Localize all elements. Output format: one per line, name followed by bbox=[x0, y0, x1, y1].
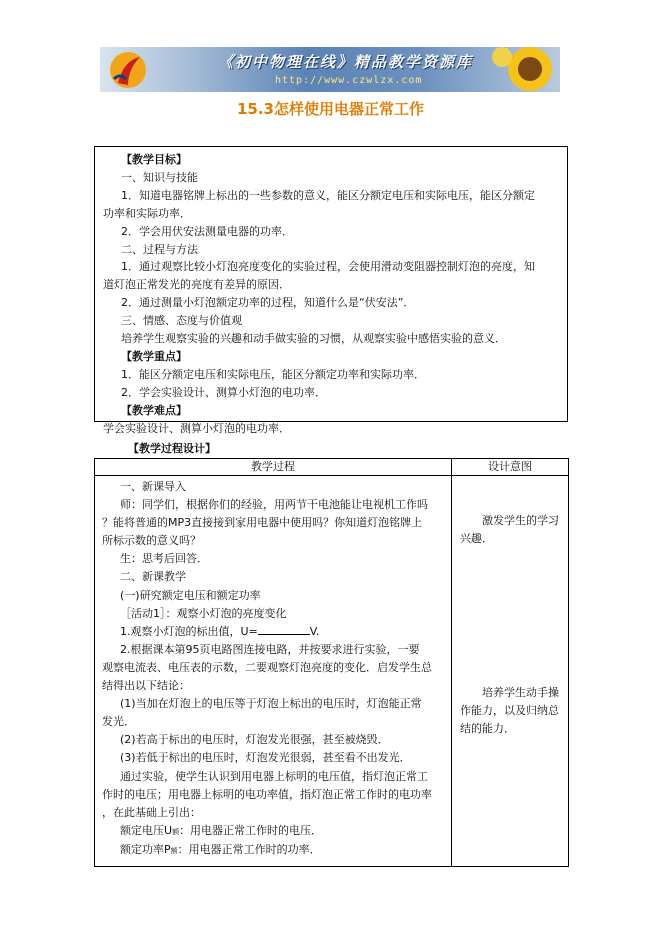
objectives-box bbox=[94, 146, 568, 435]
objective-line: 2．学会用伏安法测量电器的功率． bbox=[121, 224, 293, 238]
process-line: 生：思考后回答． bbox=[120, 552, 208, 566]
objective-line: 三、情感、态度与价值观 bbox=[121, 314, 242, 328]
process-line: ［活动1］：观察小灯泡的亮度变化 bbox=[120, 606, 287, 620]
process-line: 结得出以下结论： bbox=[102, 679, 190, 693]
process-line: 一、新课导入 bbox=[120, 480, 186, 493]
objective-line: 学会实验设计、测算小灯泡的电功率． bbox=[103, 421, 290, 435]
process-line: 作时的电压；用电器上标明的电功率值，指灯泡正常工作时的电功率 bbox=[102, 787, 432, 801]
objective-line: 二、过程与方法 bbox=[121, 242, 198, 256]
process-line: (2)若高于标出的电压时，灯泡发光很强，甚至被烧毁． bbox=[120, 733, 389, 747]
column-header-intent: 设计意图 bbox=[452, 459, 569, 476]
intent-cell bbox=[452, 476, 569, 867]
objective-line: 1．知道电器铭牌上标出的一些参数的意义，能区分额定电压和实际电压，能区分额定 bbox=[121, 188, 535, 202]
objective-line: 1．通过观察比较小灯泡亮度变化的实验过程，会使用滑动变阻器控制灯泡的亮度，知 bbox=[121, 260, 535, 274]
rated-power-def: ：用电器正常工作时的功率． bbox=[177, 842, 321, 856]
process-line bbox=[102, 841, 445, 860]
process-table bbox=[94, 458, 569, 867]
process-line bbox=[102, 623, 445, 641]
rated-voltage-def: ：用电器正常工作时的电压． bbox=[179, 823, 323, 837]
rated-power-label: 额定功率P bbox=[120, 842, 171, 856]
objective-line: 道灯泡正常发光的亮度有差异的原因． bbox=[103, 278, 290, 292]
banner-url: http://www.czwlzx.com bbox=[275, 75, 423, 86]
page-title: 15.3怎样使用电器正常工作 bbox=[236, 100, 424, 118]
process-line: (3)若低于标出的电压时，灯泡发光很弱，甚至看不出发光． bbox=[120, 751, 411, 765]
process-line: 通过实验，使学生认识到用电器上标明的电压值，指灯泡正常工 bbox=[120, 769, 428, 783]
column-header-process: 教学过程 bbox=[95, 459, 452, 476]
process-line: (1)当加在灯泡上的电压等于灯泡上标出的电压时，灯泡能正常 bbox=[120, 697, 422, 711]
objectives-heading: 【教学目标】 bbox=[121, 153, 187, 166]
intent-text: 培养学生动手操作能力，以及归纳总结的能力． bbox=[460, 686, 559, 735]
process-line: 2.根据课本第95页电路图连接电路，并按要求进行实验，一要 bbox=[120, 642, 420, 656]
site-logo-icon bbox=[104, 49, 152, 91]
observe-label: 1.观察小灯泡的标出值，U= bbox=[120, 624, 258, 638]
objective-line: 功率和实际功率． bbox=[103, 206, 191, 220]
process-line: 所标示数的意义吗？ bbox=[102, 534, 201, 548]
header-banner bbox=[100, 47, 560, 92]
subscript-label: 额 bbox=[170, 846, 178, 855]
process-line: ，在此基础上引出： bbox=[102, 805, 201, 819]
key-points-heading: 【教学重点】 bbox=[121, 349, 187, 363]
difficulty-heading: 【教学难点】 bbox=[121, 403, 187, 417]
process-heading: 【教学过程设计】 bbox=[128, 442, 216, 455]
objective-line: 1．能区分额定电压和实际电压，能区分额定功率和实际功率． bbox=[121, 367, 425, 381]
process-line bbox=[102, 822, 445, 841]
blank-line bbox=[258, 624, 310, 635]
process-line: (一)研究额定电压和额定功率 bbox=[120, 588, 261, 602]
objective-line: 一、知识与技能 bbox=[121, 170, 198, 184]
process-cell bbox=[95, 476, 452, 867]
process-line: 师：同学们，根据你们的经验，用两节干电池能让电视机工作吗 bbox=[120, 498, 428, 512]
subscript-label: 额 bbox=[172, 827, 180, 836]
objective-line: 2．学会实验设计、测算小灯泡的电功率． bbox=[121, 385, 326, 399]
objective-line: 2．通过测量小灯泡额定功率的过程，知道什么是“伏安法”． bbox=[121, 296, 415, 310]
process-line: ？能将普通的MP3直接接到家用电器中使用吗？你知道灯泡铭牌上 bbox=[102, 516, 423, 530]
rated-voltage-label: 额定电压U bbox=[120, 823, 173, 837]
intent-text: 激发学生的学习兴趣． bbox=[460, 514, 559, 545]
process-line: 二、新课教学 bbox=[120, 570, 186, 584]
banner-title: 《初中物理在线》精品教学资源库 bbox=[218, 53, 474, 71]
objective-line: 培养学生观察实验的兴趣和动手做实验的习惯，从观察实验中感悟实验的意义． bbox=[121, 332, 506, 346]
sunflower-icon bbox=[490, 47, 560, 92]
blank-unit: V. bbox=[309, 624, 320, 638]
process-line: 观察电流表、电压表的示数，二要观察灯泡亮度的变化．启发学生总 bbox=[102, 660, 432, 674]
process-line: 发光． bbox=[102, 715, 135, 729]
